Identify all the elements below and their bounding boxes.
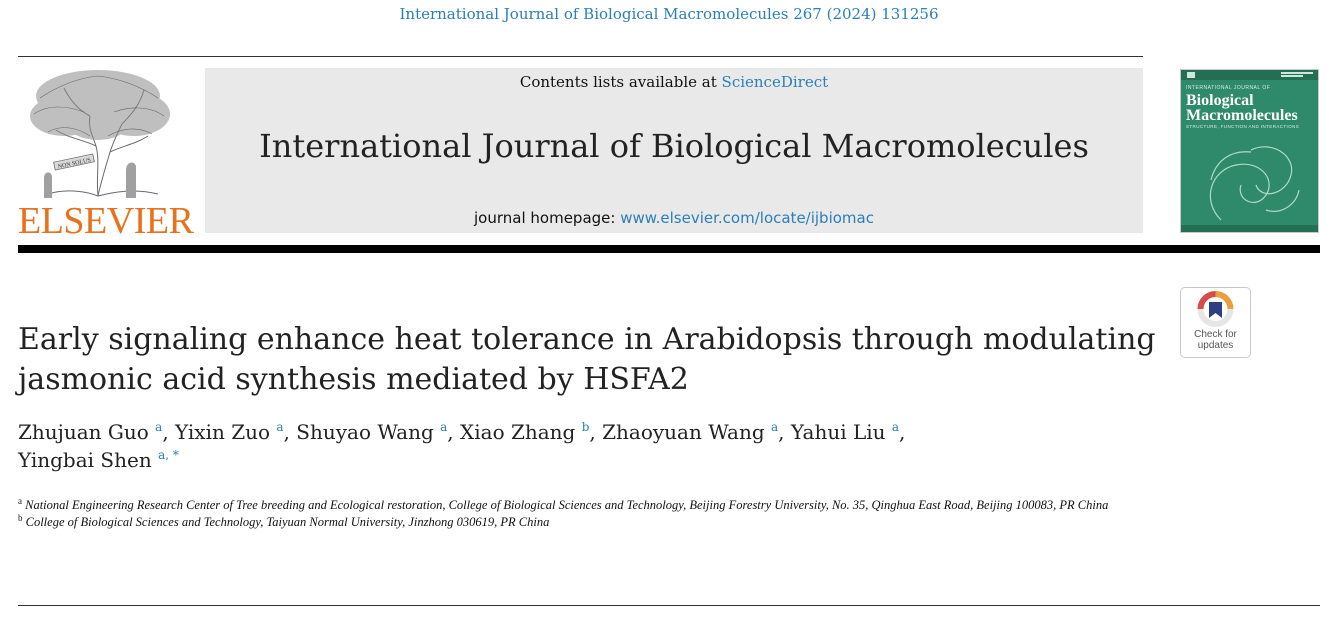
homepage-line (205, 209, 1143, 227)
journal-name: International Journal of Biological Macromolecules (259, 127, 1089, 165)
cover-overline: INTERNATIONAL JOURNAL OF (1186, 85, 1271, 91)
author-affiliation-marker[interactable]: a (276, 420, 284, 434)
author-affiliation-marker[interactable]: b (581, 420, 590, 434)
author-separator: , (778, 420, 791, 444)
check-updates-line1: Check for (1194, 329, 1237, 340)
contents-prefix: Contents lists available at (519, 73, 722, 91)
check-updates-label (1180, 329, 1251, 351)
author-name[interactable]: Yahui Liu (790, 420, 886, 444)
author-name[interactable]: Yixin Zuo (175, 420, 271, 444)
cover-title (1186, 93, 1298, 123)
author-separator: , (589, 420, 603, 444)
author-affiliation-marker[interactable]: a (771, 420, 779, 434)
homepage-prefix: journal homepage: (474, 209, 621, 227)
logo-motto-text: NON SOLUS (57, 157, 92, 171)
affiliation-label: b (18, 513, 23, 523)
affiliation-text: National Engineering Research Center of Tree breeding and Ecological restoration, College of Biological Sciences and Technology, Beijing Forestry University, No. 35, Qinghua East Road, Beijing 100083, PR China (22, 498, 1109, 512)
header-top-rule (18, 56, 1143, 57)
article-title: Early signaling enhance heat tolerance in Arabidopsis through modulating jasmonic acid synthesis mediated by HSFA2 (18, 322, 1156, 397)
journal-citation-link[interactable]: International Journal of Biological Macromolecules 267 (2024) 131256 (399, 5, 939, 23)
check-updates-line2: updates (1197, 340, 1234, 351)
header-bottom-thick-rule (18, 245, 1320, 253)
affiliation-text: College of Biological Sciences and Technology, Taiyuan Normal University, Jinzhong 030619, PR China (22, 515, 550, 529)
author-affiliation-marker[interactable]: a (155, 420, 163, 434)
affiliation-list (18, 497, 1320, 531)
author-name[interactable]: Zhaoyuan Wang (602, 420, 765, 444)
author-list (18, 418, 1168, 474)
author-separator: , (283, 420, 297, 444)
check-updates-icon (1181, 288, 1250, 328)
author-affiliation-marker[interactable]: a, * (158, 448, 179, 462)
affiliation-label: a (18, 496, 22, 506)
author-separator: , (447, 420, 461, 444)
author-name[interactable]: Shuyao Wang (296, 420, 434, 444)
affiliation-item (18, 497, 1320, 514)
cover-title-line1: Biological (1186, 92, 1254, 109)
cover-subtitle: STRUCTURE, FUNCTION AND INTERACTIONS (1186, 124, 1300, 129)
author-affiliation-marker[interactable]: a (891, 420, 900, 434)
sciencedirect-link[interactable]: ScienceDirect (721, 73, 829, 91)
cover-title-line2: Macromolecules (1186, 107, 1298, 124)
author-name[interactable]: Zhujuan Guo (18, 420, 149, 444)
contents-line (205, 73, 1143, 91)
author-name[interactable]: Xiao Zhang (460, 420, 576, 444)
section-divider (18, 605, 1320, 606)
elsevier-wordmark: ELSEVIER (18, 200, 194, 242)
journal-homepage-link[interactable]: www.elsevier.com/locate/ijbiomac (620, 209, 874, 227)
author-separator: , (162, 420, 176, 444)
elsevier-tree-icon (18, 66, 178, 201)
author-affiliation-marker[interactable]: a (440, 420, 448, 434)
author-separator: , (899, 420, 906, 444)
affiliation-item (18, 514, 1320, 531)
author-name[interactable]: Yingbai Shen (18, 448, 152, 472)
